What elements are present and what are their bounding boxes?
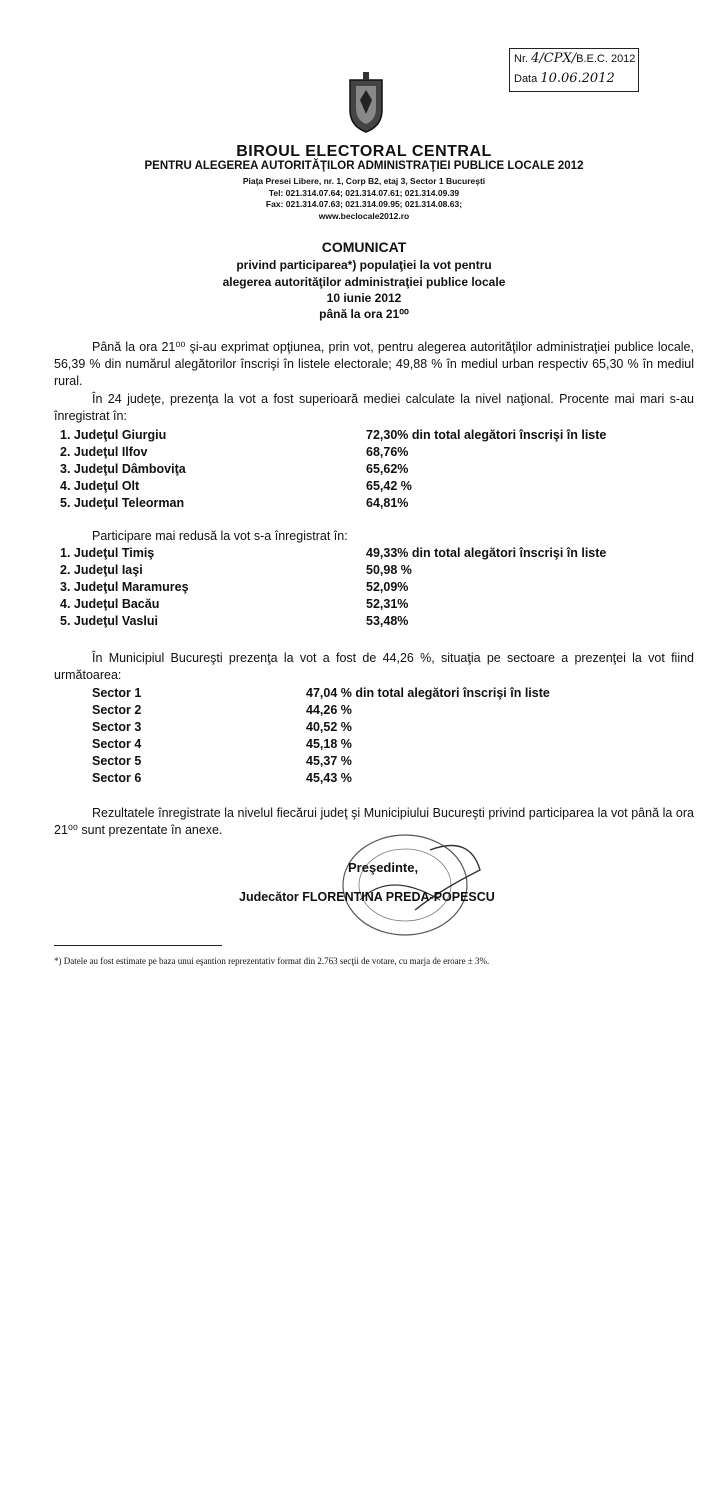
- communique-line-1: privind participarea*) populaţiei la vot pentru: [236, 258, 492, 272]
- paragraph-top-counties-intro: În 24 judeţe, prezenţa la vot a fost superioară mediei calculate la nivel naţional. Procente mai mari s-au înregistrat în:: [54, 392, 694, 423]
- list-item: Sector 4 45,18 %: [92, 737, 352, 751]
- low-counties-list: [60, 545, 720, 630]
- paragraph-low-counties-intro: Participare mai redusă la vot s-a înregistrat în:: [92, 529, 348, 543]
- communique-line-2: alegerea autorităţilor administraţiei publice locale: [222, 275, 506, 289]
- list-item: 2. Judeţul Ilfov 68,76%: [60, 445, 409, 459]
- communique-time: până la ora 21⁰⁰: [319, 307, 409, 321]
- institution-web: www.beclocale2012.ro: [318, 211, 410, 221]
- registration-number: Nr. 4/CPX/B.E.C. 2012: [514, 51, 636, 66]
- paragraph-annexes: Rezultatele înregistrate la nivelul fiecărui judeţ şi Municipiului Bucureşti privind participarea la vot până la ora 21⁰⁰ sunt prezentate în anexe.: [54, 806, 694, 837]
- institution-subtitle: PENTRU ALEGEREA AUTORITĂŢILOR ADMINISTRAŢIEI PUBLICE LOCALE 2012: [144, 160, 584, 172]
- list-item: 1. Judeţul Giurgiu 72,30% din total alegători înscrişi în liste: [60, 428, 607, 442]
- list-item: Sector 6 45,43 %: [92, 771, 352, 785]
- communique-date: 10 iunie 2012: [326, 291, 402, 305]
- list-item: 3. Judeţul Dâmboviţa 65,62%: [60, 462, 409, 476]
- institution-fax: Fax: 021.314.07.63; 021.314.09.95; 021.314.08.63;: [265, 199, 463, 209]
- communique-title: COMUNICAT: [321, 239, 407, 255]
- paragraph-bucharest-turnout: În Municipiul Bucureşti prezenţa la vot a fost de 44,26 %, situaţia pe sectoare a prezenţei la vot fiind următoarea:: [54, 651, 694, 682]
- list-item: 4. Judeţul Bacău 52,31%: [60, 597, 409, 611]
- institution-address: Piaţa Presei Libere, nr. 1, Corp B2, etaj 3, Sector 1 Bucureşti: [242, 176, 486, 186]
- list-item: 4. Judeţul Olt 65,42 %: [60, 479, 412, 493]
- list-item: 3. Judeţul Maramureş 52,09%: [60, 580, 409, 594]
- sectors-list: [92, 685, 712, 787]
- signature-title: Preşedinte,: [348, 860, 419, 875]
- institution-tel: Tel: 021.314.07.64; 021.314.07.61; 021.314.09.39: [268, 188, 460, 198]
- paragraph-national-turnout: Până la ora 21⁰⁰ şi-au exprimat opţiunea, prin vot, pentru alegerea autorităţilor administraţiei publice locale, 56,39 % din numărul alegătorilor înscrişi în listele electorale; 49,88 % în mediul urban respectiv 65,30 % în mediul rural.: [54, 340, 694, 388]
- footnote-divider: [54, 945, 222, 946]
- official-stamp-icon: [320, 830, 490, 940]
- list-item: 2. Judeţul Iaşi 50,98 %: [60, 563, 412, 577]
- footnote: *) Datele au fost estimate pe baza unui eşantion reprezentativ format din 2.763 secţii de votare, cu marja de eroare ± 3%.: [54, 956, 490, 966]
- list-item: Sector 2 44,26 %: [92, 703, 352, 717]
- coat-of-arms-icon: [346, 70, 386, 134]
- top-counties-list: [60, 427, 720, 512]
- registration-date: Data 10.06.2012: [514, 71, 615, 86]
- list-item: Sector 5 45,37 %: [92, 754, 352, 768]
- list-item: 1. Judeţul Timiş 49,33% din total alegători înscrişi în liste: [60, 546, 607, 560]
- registration-box: [509, 48, 639, 92]
- list-item: Sector 3 40,52 %: [92, 720, 352, 734]
- institution-title: BIROUL ELECTORAL CENTRAL: [236, 143, 492, 160]
- list-item: 5. Judeţul Vaslui 53,48%: [60, 614, 409, 628]
- list-item: Sector 1 47,04 % din total alegători înscrişi în liste: [92, 686, 550, 700]
- list-item: 5. Judeţul Teleorman 64,81%: [60, 496, 409, 510]
- signature-name: Judecător FLORENTINA PREDA-POPESCU: [239, 890, 495, 904]
